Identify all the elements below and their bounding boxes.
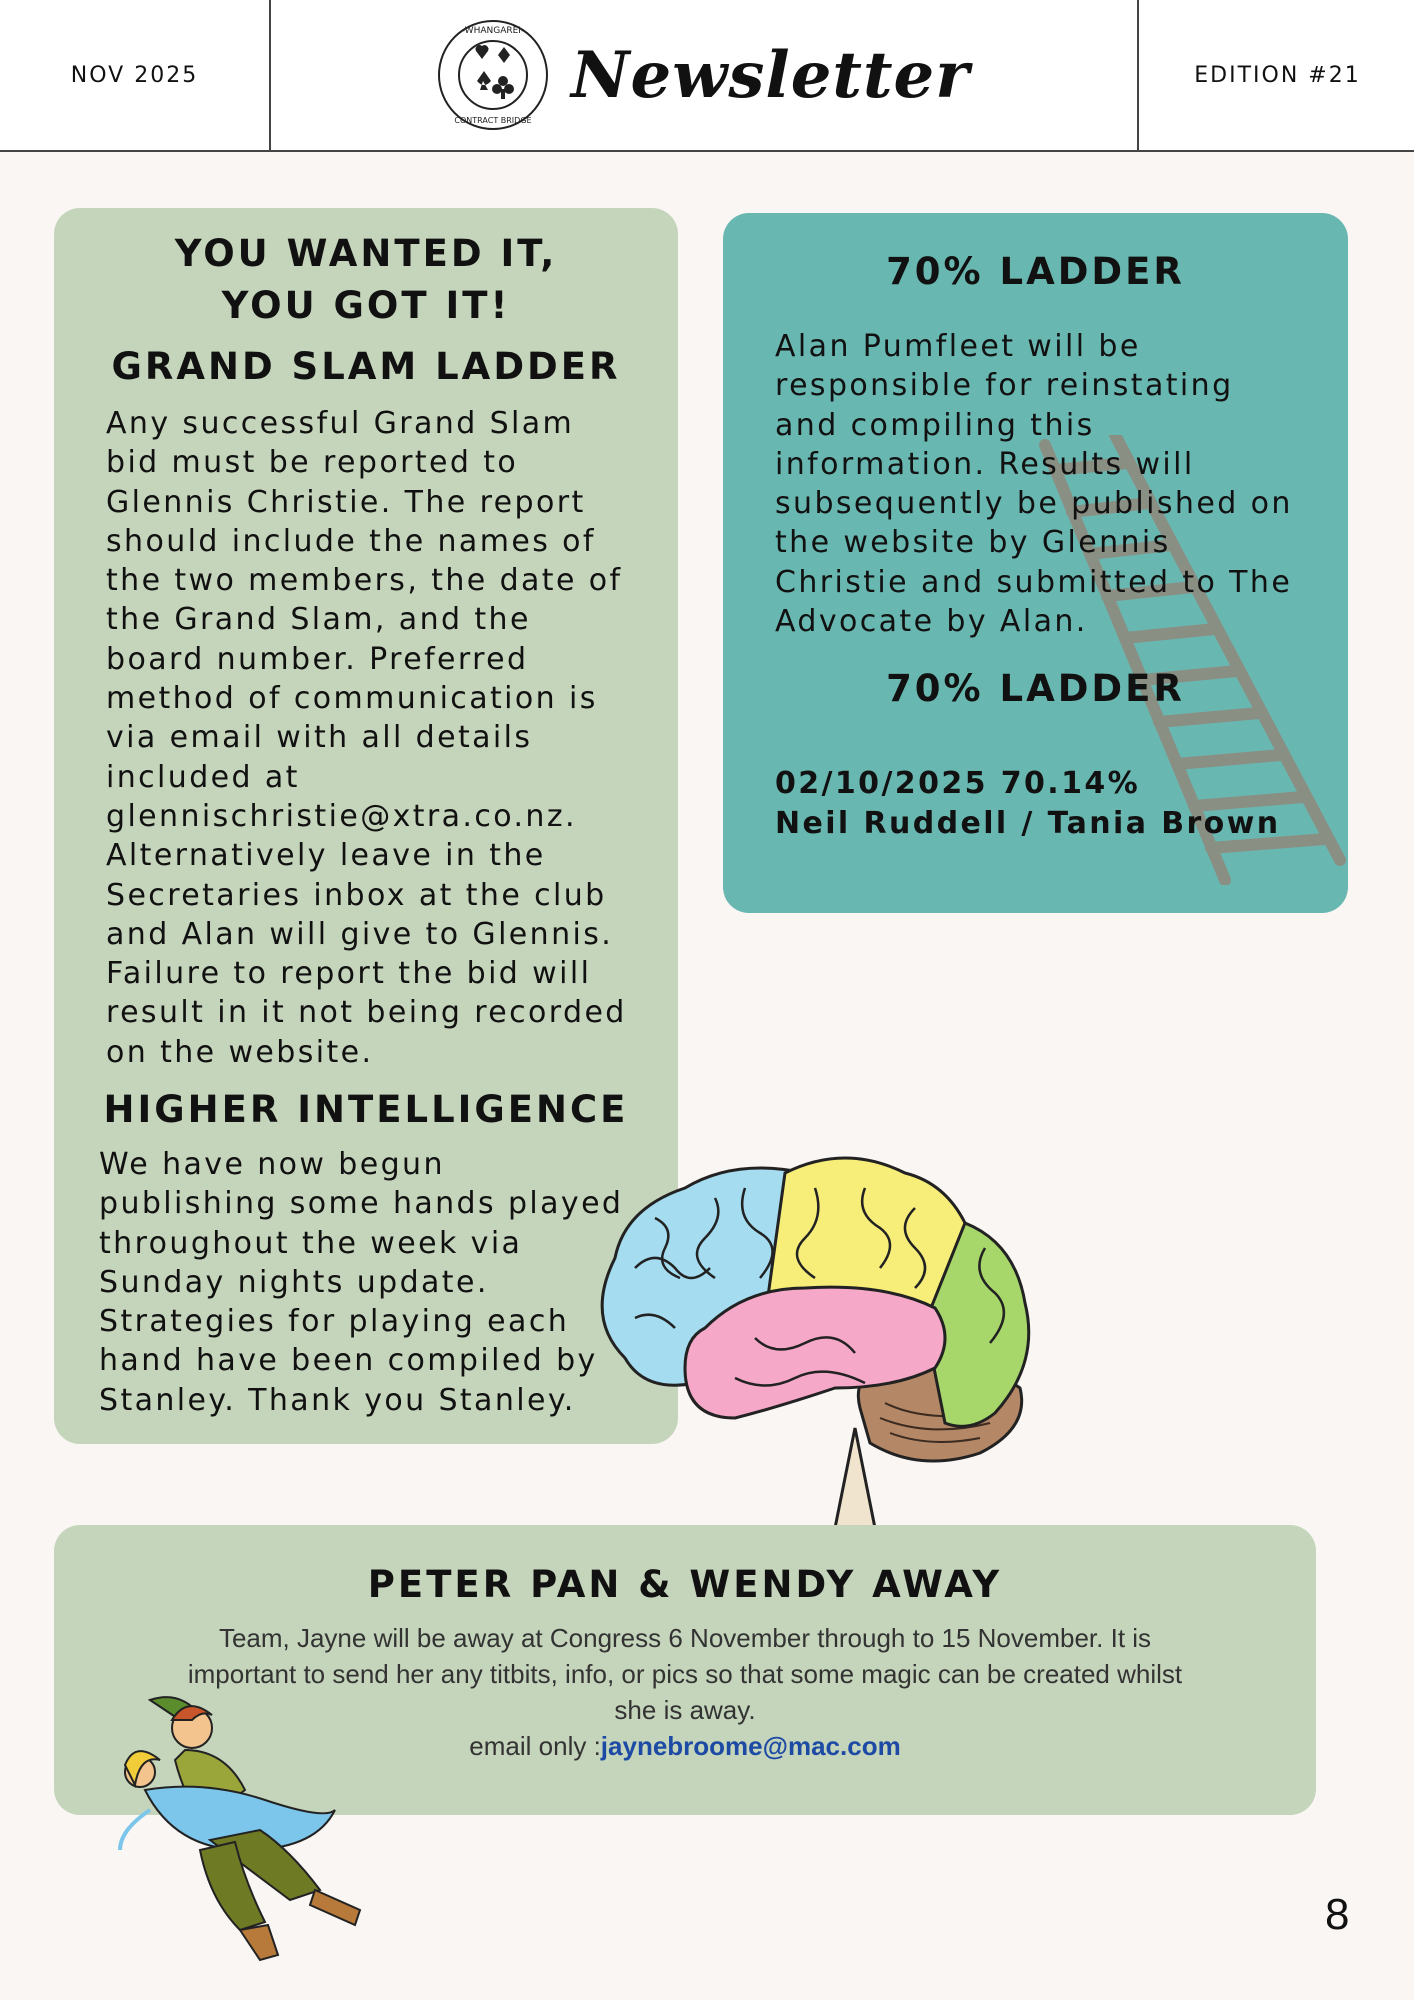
away-line-2: important to send her any titbits, info, or pics so that some magic can be created whilst [187,1659,1183,1689]
grand-slam-panel [54,208,678,1444]
svg-text:CONTRACT BRIDGE: CONTRACT BRIDGE [454,116,532,125]
header-title-area [271,0,1136,150]
away-heading: PETER PAN & WENDY AWAY [367,1563,1003,1606]
issue-date: NOV 2025 [0,0,271,150]
newsletter-title: Newsletter [571,37,970,113]
headline-2: YOU GOT IT! [221,284,511,327]
away-line-1: Team, Jayne will be away at Congress 6 November through to 15 November. It is [218,1623,1152,1653]
club-logo [437,19,549,131]
ladder-result-names: Neil Ruddell / Tania Brown [775,806,1281,841]
headline-1: YOU WANTED IT, [174,232,558,275]
grand-slam-heading: GRAND SLAM LADDER [111,345,621,388]
brain-icon [595,1148,1070,1528]
email-prefix: email only : [469,1731,601,1761]
higher-intelligence-body: We have now begun publishing some hands played throughout the week via Sunday nights update. Strategies for playing each hand have been compiled by Stanley. Thank you Stanley. [99,1147,624,1418]
ladder-body: Alan Pumfleet will be responsible for reinstating and compiling this information. Results will subsequently be published on the website by Glennis Christie and submitted to The Advocate by Alan. [775,329,1293,640]
ladder-panel [723,213,1348,913]
ladder-heading: 70% LADDER [886,250,1185,293]
page-number: 8 [1325,1890,1350,1939]
newsletter-header [0,0,1414,152]
ladder-result-date: 02/10/2025 70.14% [775,766,1141,801]
higher-intelligence-heading: HIGHER INTELLIGENCE [103,1088,629,1131]
ladder-heading-2: 70% LADDER [886,667,1185,710]
email-link[interactable]: jaynebroome@mac.com [600,1731,901,1761]
grand-slam-body: Any successful Grand Slam bid must be reported to Glennis Christie. The report should include the names of the two members, the date of the Grand Slam, and the board number. Preferred method of communication is via email with all details included at glennischristie@xtra.co.nz. Alternatively leave in the Secretaries inbox at the club and Alan will give to Glennis. Failure to report the bid will result in it not being recorded on the website. [106,406,627,1070]
peter-pan-wendy-illustration [110,1690,440,1980]
svg-text:-WHANGAREI-: -WHANGAREI- [461,26,525,36]
edition-number: EDITION #21 [1137,0,1414,150]
away-line-3: she is away. [614,1695,756,1725]
